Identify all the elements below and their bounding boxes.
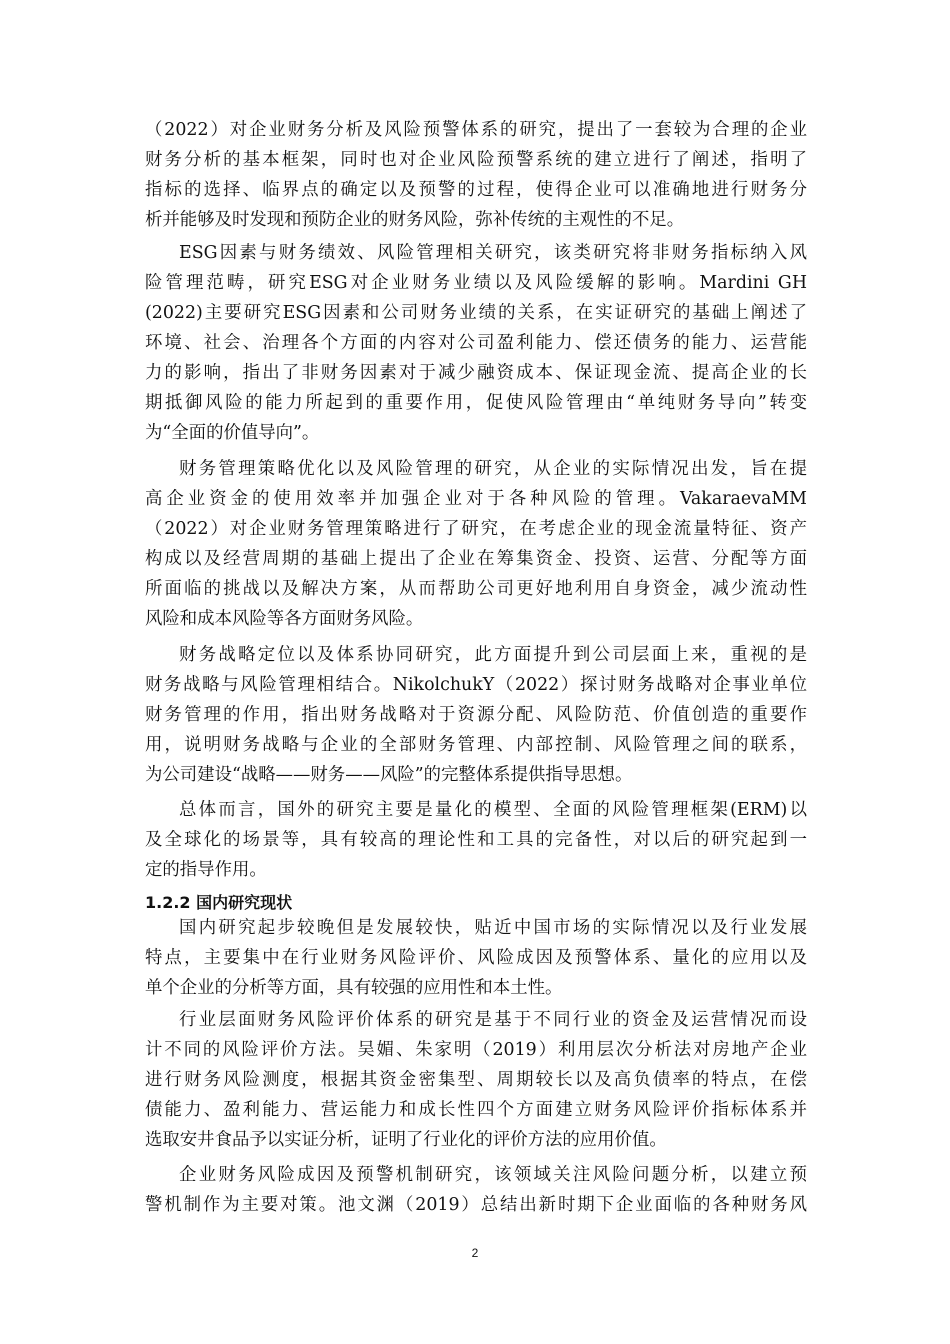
text-line: 用，说明财务战略与企业的全部财务管理、内部控制、风险管理之间的联系，: [145, 735, 807, 755]
text-line: 总体而言，国外的研究主要是量化的模型、全面的风险管理框架(ERM)以: [179, 800, 807, 820]
text-line: 财务战略与风险管理相结合。NikolchukY（2022）探讨财务战略对企事业单位: [145, 675, 807, 695]
text-line: 行业层面财务风险评价体系的研究是基于不同行业的资金及运营情况而设: [179, 1010, 807, 1030]
text-line: (2022)主要研究ESG因素和公司财务业绩的关系，在实证研究的基础上阐述了: [145, 303, 807, 323]
text-line: 为“全面的价值导向”。: [145, 423, 320, 443]
text-line: 险管理范畴，研究ESG对企业财务业绩以及风险缓解的影响。Mardini GH: [145, 273, 807, 293]
text-line: 指标的选择、临界点的确定以及预警的过程，使得企业可以准确地进行财务分: [145, 180, 807, 200]
page-number: 2: [471, 1246, 479, 1260]
text-line: 财务战略定位以及体系协同研究，此方面提升到公司层面上来，重视的是: [179, 645, 807, 665]
text-line: 力的影响，指出了非财务因素对于减少融资成本、保证现金流、提高企业的长: [145, 363, 807, 383]
paragraph-6: [145, 913, 807, 1003]
text-line: 财务管理的作用，指出财务战略对于资源分配、风险防范、价值创造的重要作: [145, 705, 807, 725]
text-line: 所面临的挑战以及解决方案，从而帮助公司更好地利用自身资金，减少流动性: [145, 579, 807, 599]
text-line: 财务分析的基本框架，同时也对企业风险预警系统的建立进行了阐述，指明了: [145, 150, 807, 170]
text-line: 债能力、盈利能力、营运能力和成长性四个方面建立财务风险评价指标体系并: [145, 1100, 807, 1120]
text-line: 期抵御风险的能力所起到的重要作用，促使风险管理由“单纯财务导向”转变: [145, 393, 807, 413]
text-line: 风险和成本风险等各方面财务风险。: [145, 609, 424, 629]
text-line: 计不同的风险评价方法。吴媚、朱家明（2019）利用层次分析法对房地产企业: [145, 1040, 807, 1060]
text-line: 国内研究起步较晚但是发展较快，贴近中国市场的实际情况以及行业发展: [179, 918, 807, 938]
paragraph-4: [145, 640, 807, 790]
text-line: 选取安井食品予以实证分析，证明了行业化的评价方法的应用价值。: [145, 1130, 667, 1150]
paragraph-1: [145, 115, 807, 235]
text-line: （2022）对企业财务管理策略进行了研究，在考虑企业的现金流量特征、资产: [145, 519, 807, 539]
text-line: 构成以及经营周期的基础上提出了企业在筹集资金、投资、运营、分配等方面: [145, 549, 807, 569]
paragraph-2: [145, 238, 807, 448]
text-line: 为公司建设“战略——财务——风险”的完整体系提供指导思想。: [145, 765, 633, 785]
paragraph-7: [145, 1005, 807, 1155]
paragraph-5: [145, 795, 807, 885]
text-line: （2022）对企业财务分析及风险预警体系的研究，提出了一套较为合理的企业: [145, 120, 807, 140]
text-line: 及全球化的场景等，具有较高的理论性和工具的完备性，对以后的研究起到一: [145, 830, 807, 850]
paragraph-8: [145, 1160, 807, 1220]
paragraph-3: [145, 454, 807, 634]
text-line: 定的指导作用。: [145, 860, 267, 880]
section-heading: 1.2.2 国内研究现状: [145, 893, 293, 912]
text-line: 警机制作为主要对策。池文渊（2019）总结出新时期下企业面临的各种财务风: [145, 1195, 807, 1215]
text-line: 特点，主要集中在行业财务风险评价、风险成因及预警体系、量化的应用以及: [145, 948, 807, 968]
text-line: 企业财务风险成因及预警机制研究，该领域关注风险问题分析，以建立预: [179, 1165, 807, 1185]
text-line: 财务管理策略优化以及风险管理的研究，从企业的实际情况出发，旨在提: [179, 459, 807, 479]
text-line: 高企业资金的使用效率并加强企业对于各种风险的管理。VakaraevaMM: [145, 489, 807, 509]
text-line: ESG因素与财务绩效、风险管理相关研究，该类研究将非财务指标纳入风: [179, 243, 807, 263]
text-line: 析并能够及时发现和预防企业的财务风险，弥补传统的主观性的不足。: [145, 210, 685, 230]
text-line: 环境、社会、治理各个方面的内容对公司盈利能力、偿还债务的能力、运营能: [145, 333, 807, 353]
text-line: 进行财务风险测度，根据其资金密集型、周期较长以及高负债率的特点，在偿: [145, 1070, 807, 1090]
text-line: 单个企业的分析等方面，具有较强的应用性和本土性。: [145, 978, 563, 998]
